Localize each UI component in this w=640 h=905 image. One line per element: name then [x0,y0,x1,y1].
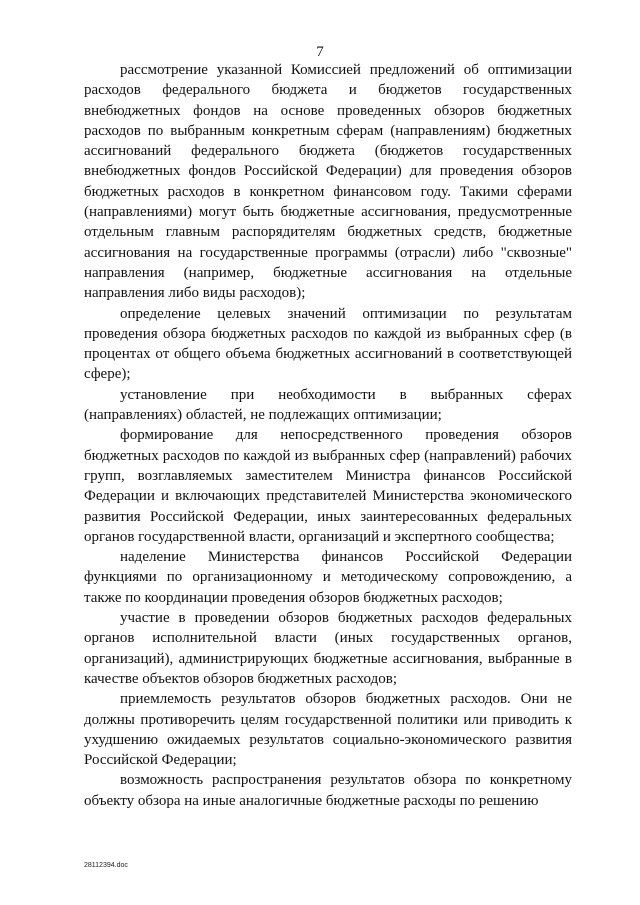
paragraph-acceptability: приемлемость результатов обзоров бюджетных расходов. Они не должны противоречить целям государственной политики или приводить к ухудшению ожидаемых результатов социально-экономического развития Российской Федерации; [84,691,572,769]
document-file-code: 28112394.doc [84,862,128,869]
paragraph-dissemination: возможность распространения результатов обзора по конкретному объекту обзора на иные аналогичные бюджетные расходы по решению [84,772,572,809]
paragraph-commission-review: рассмотрение указанной Комиссией предложений об оптимизации расходов федерального бюджета и бюджетов государственных внебюджетных фондов на основе проведенных обзоров бюджетных расходов по выбранным конкретным сферам (направлениям) бюджетных ассигнований федерального бюджета (бюджетов государственных внебюджетных фондов Российской Федерации) для проведения обзоров бюджетных расходов в конкретном финансовом году. Такими сферами (направлениями) могут быть бюджетные ассигнования, предусмотренные отдельным главным распорядителям бюджетных средств, бюджетные ассигнования на государственные программы (отрасли) либо "сквозные" направления (например, бюджетные ассигнования на отдельные направления либо виды расходов); [84,62,572,302]
document-body [84,60,572,811]
paragraph-target-values: определение целевых значений оптимизации по результатам проведения обзора бюджетных расходов по каждой из выбранных сфер (в процентах от общего объема бюджетных ассигнований в соответствующей сфере); [84,305,572,383]
paragraph-working-groups: формирование для непосредственного проведения обзоров бюджетных расходов по каждой из выбранных сфер (направлений) рабочих групп, возглавляемых заместителем Министра финансов Российской Федерации и включающих представителей Министерства экономического развития Российской Федерации, иных заинтересованных федеральных органов государственной власти, организаций и экспертного сообщества; [84,427,572,545]
page-number: 7 [316,44,324,60]
paragraph-ministry-functions: наделение Министерства финансов Российской Федерации функциями по организационному и методическому сопровождению, а также по координации проведения обзоров бюджетных расходов; [84,549,572,606]
paragraph-excluded-areas: установление при необходимости в выбранных сферах (направлениях) областей, не подлежащих оптимизации; [84,386,572,424]
paragraph-participation: участие в проведении обзоров бюджетных расходов федеральных органов исполнительной власти (иных государственных органов, организаций), администрирующих бюджетные ассигнования, выбранные в качестве объектов обзоров бюджетных расходов; [84,610,572,687]
